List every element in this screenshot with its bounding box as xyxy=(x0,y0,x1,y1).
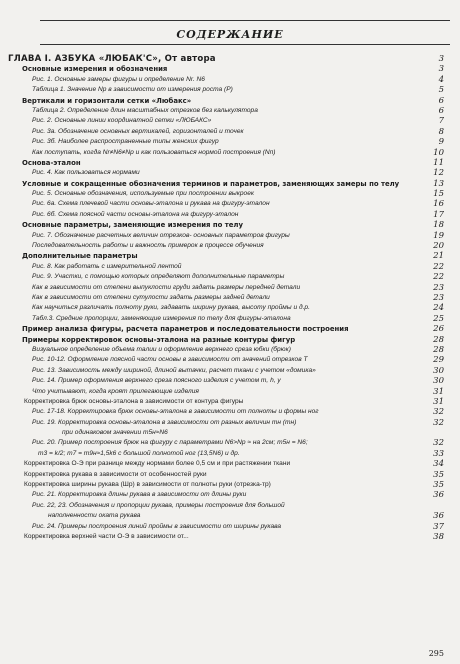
toc-entry-title: Рис. 22, 23. Обозначения и пропорции рукава, примеры построения для большой xyxy=(32,501,285,509)
toc-entry-page: 20 xyxy=(433,241,444,252)
toc-entry xyxy=(4,428,456,438)
toc-entry-page: 6 xyxy=(438,95,444,106)
toc-entry xyxy=(4,532,456,542)
toc-entry-page: 8 xyxy=(438,126,444,137)
toc-entry xyxy=(4,148,456,158)
toc-entry xyxy=(4,438,456,448)
toc-entry-title: Последовательность работы и важность примерок в процессе обучения xyxy=(32,242,264,250)
toc-entry-title: Рис. 9. Участки, с помощью которых определяют дополнительные параметры xyxy=(32,273,285,281)
toc-entry-title: Как в зависимости от степени сутулости задать размеры задней детали xyxy=(32,293,270,301)
toc-entry xyxy=(4,251,456,261)
toc-entry xyxy=(4,64,456,74)
toc-entry-title: Рис. 10-12. Оформление поясной части основы в зависимости от значений отрезков Т xyxy=(32,356,308,364)
toc-entry-page: 3 xyxy=(438,64,444,75)
toc-entry xyxy=(4,220,456,230)
toc-entry-page: 3 xyxy=(438,54,444,64)
toc-entry-title: Рис. 14. Пример оформления верхнего среза поясного изделия с учетом m, h, y xyxy=(32,377,281,385)
toc-entry xyxy=(4,470,456,480)
toc-entry xyxy=(4,501,456,511)
table-of-contents xyxy=(4,54,456,542)
toc-entry-page: 13 xyxy=(433,178,444,189)
page-number: 295 xyxy=(428,649,444,658)
toc-entry xyxy=(4,480,456,490)
toc-entry xyxy=(4,168,456,178)
toc-entry-title: Корректировка брюк основы-эталона в зависимости от контура фигуры xyxy=(24,397,244,405)
toc-entry xyxy=(4,75,456,85)
toc-entry xyxy=(4,314,456,324)
toc-entry-page: 37 xyxy=(433,521,444,532)
toc-entry xyxy=(4,241,456,251)
toc-entry-title: Что учитывают, когда кроят прилегающие изделия xyxy=(32,387,199,395)
toc-entry xyxy=(4,303,456,313)
toc-entry xyxy=(4,511,456,521)
toc-entry-page: 5 xyxy=(438,85,444,96)
toc-entry-title: Рис. 8. Как работать с измерительной лентой xyxy=(32,262,182,270)
toc-entry xyxy=(4,283,456,293)
toc-entry xyxy=(4,179,456,189)
toc-entry xyxy=(4,189,456,199)
toc-entry-page: 17 xyxy=(433,209,444,220)
toc-entry-page: 28 xyxy=(433,334,444,345)
toc-entry-title: Примеры корректировок основы-эталона на разные контуры фигур xyxy=(22,335,296,344)
toc-entry-page: 32 xyxy=(433,417,444,428)
toc-entry-page: 30 xyxy=(433,365,444,376)
toc-entry-page: 4 xyxy=(438,74,444,85)
toc-entry-title: Корректировка ширины рукава (Шр) в зависимости от полноты руки (отрезка-тр) xyxy=(24,481,271,489)
toc-entry-page: 31 xyxy=(433,396,444,407)
toc-entry-page: 34 xyxy=(433,459,444,470)
toc-entry xyxy=(4,158,456,168)
toc-entry xyxy=(4,106,456,116)
toc-entry-page: 25 xyxy=(433,313,444,324)
toc-entry xyxy=(4,407,456,417)
toc-entry xyxy=(4,262,456,272)
toc-entry-title: Таблица 2. Определение длин масштабных отрезков без калькулятора xyxy=(32,106,258,114)
toc-entry-title: Корректировка О-Э при разнице между нормами более 0,5 см и при растяжении ткани xyxy=(24,460,291,468)
toc-entry-title: Рис. 21. Корректировка длины рукава в зависимости от длины руки xyxy=(32,491,247,499)
toc-entry xyxy=(4,355,456,365)
toc-entry-title: Визуальное определение объема талии и оформление верхнего среза юбки (брюк) xyxy=(32,345,291,353)
toc-entry-title: Рис. 7. Обозначение расчетных величин отрезков- основных параметров фигуры xyxy=(32,231,290,239)
toc-entry-page: 16 xyxy=(433,199,444,210)
toc-entry xyxy=(4,345,456,355)
toc-entry-title: Рис. 1. Основные замеры фигуры и определение Nr. N6 xyxy=(32,75,205,83)
toc-entry-title: Рис. 20. Пример построения брюк на фигуру с параметрами N6>Np ≈ на 2см; m5н = N6; xyxy=(32,439,308,447)
toc-entry-title: Рис. 13. Зависимость между шириной, длиной вытачки, расчет ткани с учетом «домика» xyxy=(32,366,316,374)
toc-entry-page: 21 xyxy=(433,251,444,262)
toc-entry xyxy=(4,418,456,428)
toc-entry-page: 35 xyxy=(433,480,444,491)
toc-entry-page: 24 xyxy=(433,303,444,314)
toc-entry-page: 36 xyxy=(433,511,444,522)
toc-entry-page: 32 xyxy=(433,407,444,418)
toc-entry-page: 36 xyxy=(433,490,444,501)
toc-entry-title: ГЛАВА I. АЗБУКА «ЛЮБАК'С», От автора xyxy=(8,54,216,64)
toc-entry xyxy=(4,199,456,209)
toc-entry-page: 6 xyxy=(438,105,444,116)
toc-entry-title: Рис. 24. Примеры построения линий проймы в зависимости от ширины рукава xyxy=(32,522,282,530)
toc-entry xyxy=(4,449,456,459)
toc-entry-title: Основные измерения и обозначения xyxy=(22,65,168,74)
toc-entry-page: 7 xyxy=(438,116,444,127)
toc-entry-title: Дополнительные параметры xyxy=(22,252,138,261)
toc-entry xyxy=(4,137,456,147)
toc-entry-title: Основа-эталон xyxy=(22,158,81,167)
toc-entry-page: 33 xyxy=(433,448,444,459)
toc-entry-title: Как поступать, когда Nr≠N6≠Np и как пользоваться нормой построения (Nп) xyxy=(32,148,276,156)
toc-entry-title: Условные и сокращенные обозначения терминов и параметров, заменяющих замеры по телу xyxy=(22,179,400,188)
toc-entry-page: 19 xyxy=(433,230,444,241)
toc-entry-page: 12 xyxy=(433,168,444,179)
toc-entry-title: Рис. 2. Основные линии координатной сетки «ЛЮБАКС» xyxy=(32,117,212,125)
toc-entry xyxy=(4,397,456,407)
toc-entry-title: Вертикали и горизонтали сетки «Любакс» xyxy=(22,96,192,105)
toc-entry xyxy=(4,366,456,376)
toc-entry-title: наполненности оката рукава xyxy=(48,512,141,520)
header-rule-bottom xyxy=(40,44,450,45)
toc-entry-title: Рис. 6б. Схема поясной части основы-эталона на фигуру-эталон xyxy=(32,210,239,218)
toc-entry-title: Рис. 5. Основные обозначения, используемые при построении выкроек xyxy=(32,190,254,198)
toc-entry xyxy=(4,459,456,469)
toc-entry-page: 29 xyxy=(433,355,444,366)
toc-entry-title: Таблица 1. Значение Np в зависимости от измерения роста (Р) xyxy=(32,86,233,94)
toc-entry xyxy=(4,376,456,386)
toc-entry-page: 23 xyxy=(433,282,444,293)
toc-entry xyxy=(4,490,456,500)
toc-entry xyxy=(4,231,456,241)
toc-entry-page: 9 xyxy=(438,137,444,148)
toc-entry-page: 10 xyxy=(433,147,444,158)
toc-entry-page: 31 xyxy=(433,386,444,397)
toc-entry xyxy=(4,210,456,220)
toc-entry-page: 15 xyxy=(433,189,444,200)
toc-entry xyxy=(4,272,456,282)
toc-entry-title: Рис. 3б. Наиболее распространенные типы женских фигур xyxy=(32,138,219,146)
toc-entry-title: m3 = k/2; m7 = m9н≈1,5k6 с большой полнотой ног (13,5N6) и др. xyxy=(38,449,240,457)
toc-entry-title: Рис. 6а. Схема плечевой части основы-эталона и рукава на фигуру-эталон xyxy=(32,200,270,208)
toc-entry-title: Как в зависимости от степени выпуклости груди задать размеры передней детали xyxy=(32,283,301,291)
toc-entry xyxy=(4,54,456,64)
header-rule-top xyxy=(40,20,450,21)
toc-entry xyxy=(4,96,456,106)
toc-entry xyxy=(4,293,456,303)
toc-entry-page: 30 xyxy=(433,376,444,387)
toc-entry-page: 38 xyxy=(433,531,444,542)
toc-entry-title: Основные параметры, заменяющие измерения по телу xyxy=(22,221,243,230)
toc-entry-page: 28 xyxy=(433,344,444,355)
toc-entry xyxy=(4,85,456,95)
toc-entry xyxy=(4,522,456,532)
toc-entry-page: 18 xyxy=(433,220,444,231)
toc-entry-title: Корректировка рукава в зависимости от особенностей руки xyxy=(24,470,207,478)
toc-entry-page: 11 xyxy=(433,157,444,168)
toc-entry-page: 22 xyxy=(433,272,444,283)
toc-entry-page: 35 xyxy=(433,469,444,480)
toc-entry-title: Пример анализа фигуры, расчета параметров и последовательности построения xyxy=(22,325,349,334)
toc-entry-title: Табл.3. Средние пропорции, заменяющие измерения по телу для фигуры-эталона xyxy=(32,314,291,322)
toc-entry-title: при одинаковом значении m5н≈N6 xyxy=(62,429,168,437)
toc-entry-page: 32 xyxy=(433,438,444,449)
page-title: СОДЕРЖАНИЕ xyxy=(176,28,284,41)
toc-entry-title: Рис. 19. Корректировка основы-эталона в зависимости от разных величин mн (mн) xyxy=(32,418,297,426)
toc-entry xyxy=(4,324,456,334)
toc-entry xyxy=(4,127,456,137)
toc-entry xyxy=(4,335,456,345)
toc-entry-title: Рис. 17-18. Корректировка брюк основы-эталона в зависимости от полноты и формы ног xyxy=(32,408,319,416)
toc-entry-page: 26 xyxy=(433,324,444,335)
toc-entry-title: Корректировка верхней части О-Э в зависимости от... xyxy=(24,532,189,540)
toc-entry-page: 22 xyxy=(433,261,444,272)
toc-entry-title: Как научиться различать полноту руки, задавать ширину рукава, высоту проймы и д.р. xyxy=(32,304,310,312)
toc-entry-title: Рис. 3а. Обозначение основных вертикалей, горизонталей и точек xyxy=(32,127,244,135)
toc-entry xyxy=(4,387,456,397)
toc-entry xyxy=(4,116,456,126)
toc-entry-title: Рис. 4. Как пользоваться нормами xyxy=(32,169,140,177)
toc-entry-page: 23 xyxy=(433,292,444,303)
